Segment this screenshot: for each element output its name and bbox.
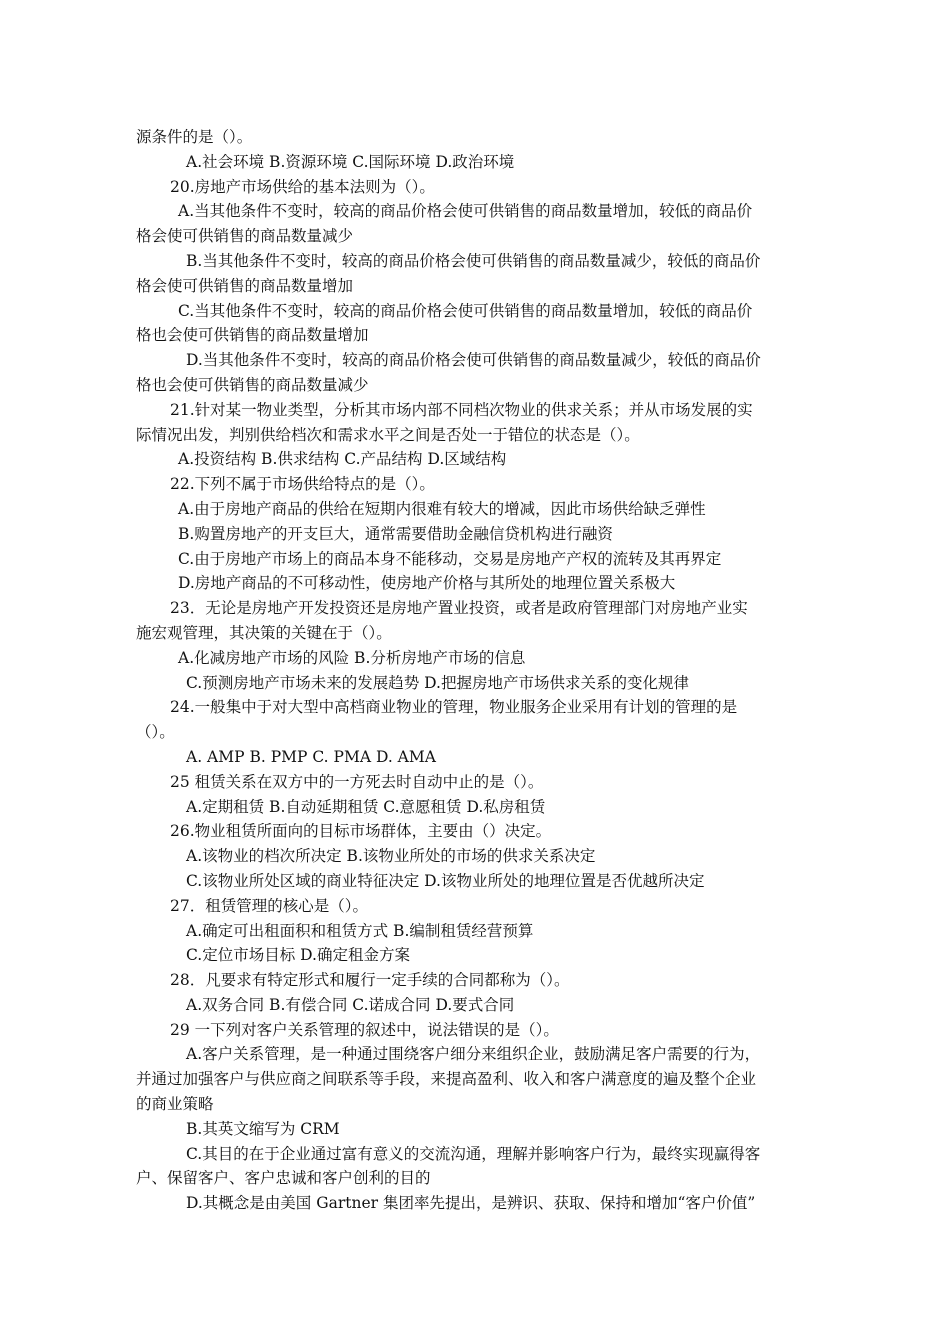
text-line: 23．无论是房地产开发投资还是房地产置业投资，或者是政府管理部门对房地产业实 [170,599,748,618]
text-line: A.由于房地产商品的供给在短期内很难有较大的增减，因此市场供给缺乏弹性 [178,499,706,518]
text-line: A.双务合同 B.有偿合同 C.诺成合同 D.要式合同 [186,995,515,1014]
text-line: 20.房地产市场供给的基本法则为（）。 [170,177,435,196]
text-line: C.预测房地产市场未来的发展趋势 D.把握房地产市场供求关系的变化规律 [186,673,689,692]
text-line: 21.针对某一物业类型，分析其市场内部不同档次物业的供求关系；并从市场发展的实 [170,400,753,419]
text-line: 施宏观管理，其决策的关键在于（）。 [136,623,392,642]
text-line: 的商业策略 [136,1095,214,1114]
text-line: 格会使可供销售的商品数量增加 [136,276,354,295]
text-line: A. AMP B. PMP C. PMA D. AMA [186,747,436,766]
text-line: A.化减房地产市场的风险 B.分析房地产市场的信息 [178,648,526,667]
text-line: A.定期租赁 B.自动延期租赁 C.意愿租赁 D.私房租赁 [186,797,546,816]
text-line: 22.下列不属于市场供给特点的是（）。 [170,475,435,494]
text-line: A.社会环境 B.资源环境 C.国际环境 D.政治环境 [186,152,515,171]
text-line: 25 租赁关系在双方中的一方死去时自动中止的是（）。 [170,772,544,791]
text-line: C.其目的在于企业通过富有意义的交流沟通，理解并影响客户行为，最终实现赢得客 [186,1144,761,1163]
text-line: 29 一下列对客户关系管理的叙述中，说法错误的是（）。 [170,1020,559,1039]
text-line: 格会使可供销售的商品数量减少 [136,227,354,246]
text-line: 际情况出发，判别供给档次和需求水平之间是否处一于错位的状态是（）。 [136,425,640,444]
text-line: A.客户关系管理，是一种通过围绕客户细分来组织企业，鼓励满足客户需要的行为， [186,1045,761,1064]
text-line: C.当其他条件不变时，较高的商品价格会使可供销售的商品数量增加，较低的商品价 [178,301,753,320]
text-line: （）。 [136,723,175,742]
text-line: B.购置房地产的开支巨大，通常需要借助金融信贷机构进行融资 [178,524,613,543]
text-line: D.房地产商品的不可移动性，使房地产价格与其所处的地理位置关系极大 [178,574,676,593]
text-line: 26.物业租赁所面向的目标市场群体，主要由（）决定。 [170,822,552,841]
text-line: 24.一般集中于对大型中高档商业物业的管理，物业服务企业采用有计划的管理的是 [170,698,738,717]
text-line: B.其英文缩写为 CRM [186,1119,340,1138]
text-line: D.其概念是由美国 Gartner 集团率先提出，是辨识、获取、保持和增加“客户价值” [186,1194,756,1213]
text-line: 户、保留客户、客户忠诚和客户创利的目的 [136,1169,431,1188]
document-body [136,125,816,1216]
text-line: B.当其他条件不变时，较高的商品价格会使可供销售的商品数量减少，较低的商品价 [186,251,761,270]
text-line: 28．凡要求有特定形式和履行一定手续的合同都称为（）。 [170,971,570,990]
text-line: C.该物业所处区域的商业特征决定 D.该物业所处的地理位置是否优越所决定 [186,871,705,890]
text-line: A.该物业的档次所决定 B.该物业所处的市场的供求关系决定 [186,847,596,866]
text-line: C.由于房地产市场上的商品本身不能移动，交易是房地产产权的流转及其再界定 [178,549,722,568]
text-line: 并通过加强客户与供应商之间联系等手段，来提高盈利、收入和客户满意度的遍及整个企业 [136,1070,757,1089]
text-line: 格也会使可供销售的商品数量减少 [136,375,369,394]
text-line: A.当其他条件不变时，较高的商品价格会使可供销售的商品数量增加，较低的商品价 [178,202,753,221]
text-line: 27．租赁管理的核心是（）。 [170,896,368,915]
text-line: A.投资结构 B.供求结构 C.产品结构 D.区域结构 [178,450,507,469]
text-line: D.当其他条件不变时，较高的商品价格会使可供销售的商品数量减少，较低的商品价 [186,351,761,370]
text-line: 源条件的是（）。 [136,128,253,146]
text-line: 格也会使可供销售的商品数量增加 [136,326,369,345]
text-line: C.定位市场目标 D.确定租金方案 [186,946,410,965]
text-line: A.确定可出租面积和租赁方式 B.编制租赁经营预算 [186,921,534,940]
